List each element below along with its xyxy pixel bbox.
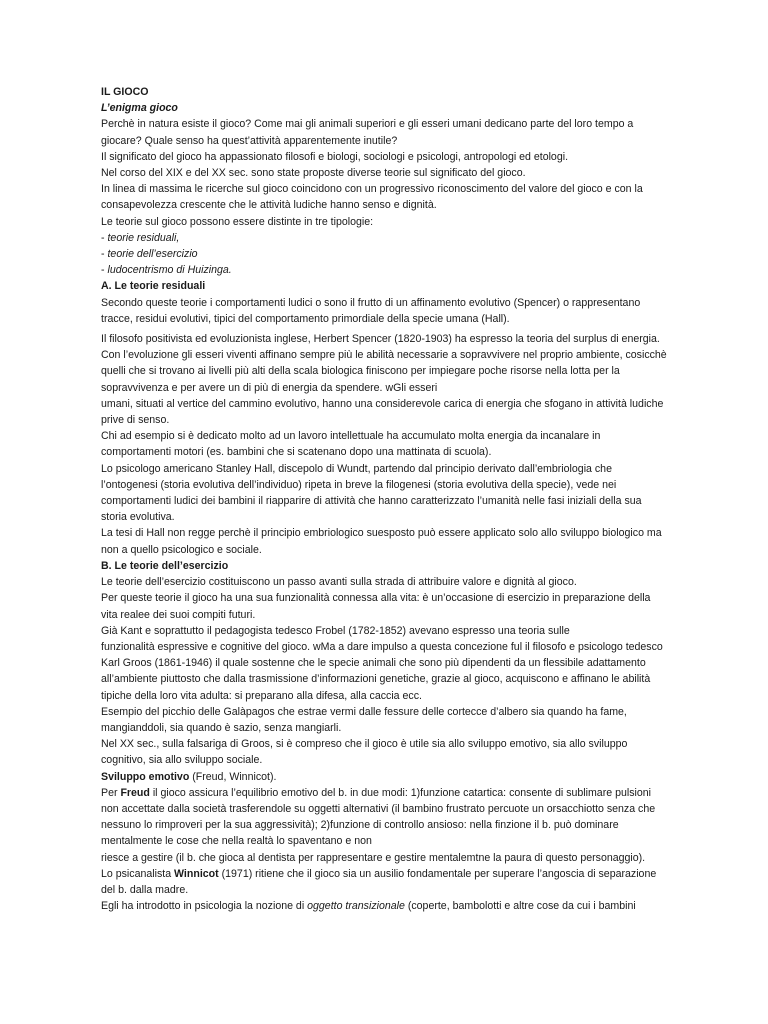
text-line: funzionalità espressive e cognitive del gioco. wMa a dare impulso a questa concezione ful il filosofo e psicologo tedesco <box>101 640 663 653</box>
text-line <box>101 898 681 914</box>
list-dash: - <box>101 264 108 277</box>
text-line: riesce a gestire (il b. che gioca al dentista per rappresentare e gestire mentalemtne la paura di questo personaggio). <box>101 851 646 864</box>
text-segment: Egli ha introdotto in psicologia la nozione di <box>101 900 308 913</box>
section-heading: L’enigma gioco <box>101 102 178 115</box>
document-page <box>101 84 681 914</box>
text-segment: Per <box>101 786 121 799</box>
text-line: Nel XX sec., sulla falsariga di Groos, si è compreso che il gioco è utile sia allo sviluppo emotivo, sia allo sviluppo <box>101 738 628 751</box>
text-line: Lo psicologo americano Stanley Hall, discepolo di Wundt, partendo dal principio derivato dall’embriologia che <box>101 462 612 475</box>
text-line: consapevolezza crescente che le attività ludiche hanno senso e dignità. <box>101 199 437 212</box>
list-dash: - <box>101 231 108 244</box>
text-segment: il gioco assicura l’equilibrio emotivo del b. in due modi: 1)funzione catartica: consente di sublimare pulsioni <box>149 786 651 799</box>
text-line: Karl Groos (1861-1946) il quale sostenne che le specie animali che sono più dipendenti da un flessibile adattamento <box>101 657 646 670</box>
name-freud: Freud <box>120 786 150 799</box>
text-line: all’ambiente piuttosto che dalla trasmissione d’informazioni genetiche, grazie al gioco, acquiscono e affinano le abilità <box>101 673 651 686</box>
text-line: del b. dalla madre. <box>101 883 189 896</box>
list-item-text: teorie dell’esercizio <box>107 248 198 261</box>
text-line: tipiche della loro vita adulta: si preparano alla difesa, alla caccia ecc. <box>101 689 422 702</box>
text-line: quelli che si trovano ai livelli più alti della scala biologica finiscono per impiegare poche risorse nella lotta per la <box>101 365 620 378</box>
text-line: Già Kant e soprattutto il pedagogista tedesco Frobel (1782-1852) avevano espresso una teoria sulle <box>101 624 570 637</box>
text-line: Nel corso del XIX e del XX sec. sono state proposte diverse teorie sul significato del gioco. <box>101 167 526 180</box>
text-line: In linea di massima le ricerche sul gioco coincidono con un progressivo riconoscimento del valore del gioco e con la <box>101 183 643 196</box>
text-line: umani, situati al vertice del cammino evolutivo, hanno una considerevole carica di energia che sfogano in attività ludiche <box>101 397 664 410</box>
text-line: Per queste teorie il gioco ha una sua funzionalità connessa alla vita: è un’occasione di esercizio in preparazione della <box>101 592 651 605</box>
text-line: Le teorie dell’esercizio costituiscono un passo avanti sulla strada di attribuire valore e dignità al gioco. <box>101 576 577 589</box>
text-line: giocare? Quale senso ha quest’attività apparentemente inutile? <box>101 134 398 147</box>
text-line: Con l’evoluzione gli esseri viventi affinano sempre più le abilità necessarie a sopravvivere nel proprio ambiente, cosicchè <box>101 349 667 362</box>
list-item <box>101 262 681 278</box>
text-segment: Lo psicanalista <box>101 867 175 880</box>
section-heading: A. Le teorie residuali <box>101 280 206 293</box>
text-line: Secondo queste teorie i comportamenti ludici o sono il frutto di un affinamento evolutivo (Spencer) o rappresentano <box>101 296 641 309</box>
text-line: cognitivo, sia allo sviluppo sociale. <box>101 754 263 767</box>
list-item-text: ludocentrismo di Huizinga. <box>107 264 232 277</box>
term-oggetto-transizionale: oggetto transizionale <box>307 900 405 913</box>
text-line: Il significato del gioco ha appassionato filosofi e biologi, sociologi e psicologi, antropologi ed etologi. <box>101 150 569 163</box>
text-line: Le teorie sul gioco possono essere distinte in tre tipologie: <box>101 215 374 228</box>
text-line: l’ontogenesi (storia evolutiva dell’individuo) ripeta in breve la filogenesi (storia evolutiva della specie), vede nei <box>101 478 617 491</box>
text-line: Perchè in natura esiste il gioco? Come mai gli animali superiori e gli esseri umani dedicano parte del loro tempo a <box>101 118 634 131</box>
text-line: sopravvivenza e per avere un di più di energia da spendere. wGli esseri <box>101 381 438 394</box>
text-line <box>101 769 681 785</box>
list-dash: - <box>101 248 108 261</box>
text-line: Il filosofo positivista ed evoluzionista inglese, Herbert Spencer (1820-1903) ha espresso la teoria del surplus di energia. <box>101 333 660 346</box>
text-segment: (coperte, bambolotti e altre cose da cui i bambini <box>404 900 636 913</box>
list-item <box>101 230 681 246</box>
subheading-term: Sviluppo emotivo <box>101 770 190 783</box>
list-item <box>101 246 681 262</box>
text-line: vita realee dei suoi compiti futuri. <box>101 608 256 621</box>
section-heading: B. Le teorie dell’esercizio <box>101 559 229 572</box>
document-title: IL GIOCO <box>101 86 149 98</box>
text-line: mangianddoli, sia quando è sazio, senza mangiarli. <box>101 721 342 734</box>
text-line <box>101 785 681 801</box>
text-line: storia evolutiva. <box>101 511 175 524</box>
text-line: comportamenti ludici dei bambini il riapparire di attività che hanno caratterizzato l’umanità nelle fasi iniziali della sua <box>101 495 642 508</box>
text-line: mentalmente le cose che nella realtà lo spaventano e non <box>101 835 372 848</box>
list-item-text: teorie residuali, <box>107 231 180 244</box>
text-line: La tesi di Hall non regge perchè il principio embriologico suesposto può essere applicato solo allo sviluppo biologico ma <box>101 527 662 540</box>
text-line: tracce, residui evolutivi, tipici del comportamento primordiale della specie umana (Hall). <box>101 312 510 325</box>
text-line: nessuno lo rimproveri per la sua aggressività); 2)funzione di controllo ansioso: nella finzione il b. può dominare <box>101 819 619 832</box>
text-segment: (Freud, Winnicot). <box>189 770 277 783</box>
text-line: comportamenti motori (es. bambini che si scatenano dopo una mattinata di scuola). <box>101 446 492 459</box>
text-line: Esempio del picchio delle Galàpagos che estrae vermi dalle fessure delle cortecce d’albero sia quando ha fame, <box>101 705 627 718</box>
name-winnicot: Winnicot <box>174 867 219 880</box>
text-line: prive di senso. <box>101 414 170 427</box>
text-line: non a quello psicologico e sociale. <box>101 543 262 556</box>
text-line <box>101 866 681 882</box>
text-segment: (1971) ritiene che il gioco sia un ausilio fondamentale per superare l’angoscia di separazione <box>218 867 657 880</box>
text-line: non accettate dalla società trasferendole su oggetti alternativi (il bambino frustrato percuote un orsacchiotto senza che <box>101 802 656 815</box>
text-line: Chi ad esempio si è dedicato molto ad un lavoro intellettuale ha accumulato molta energia da incanalare in <box>101 430 601 443</box>
